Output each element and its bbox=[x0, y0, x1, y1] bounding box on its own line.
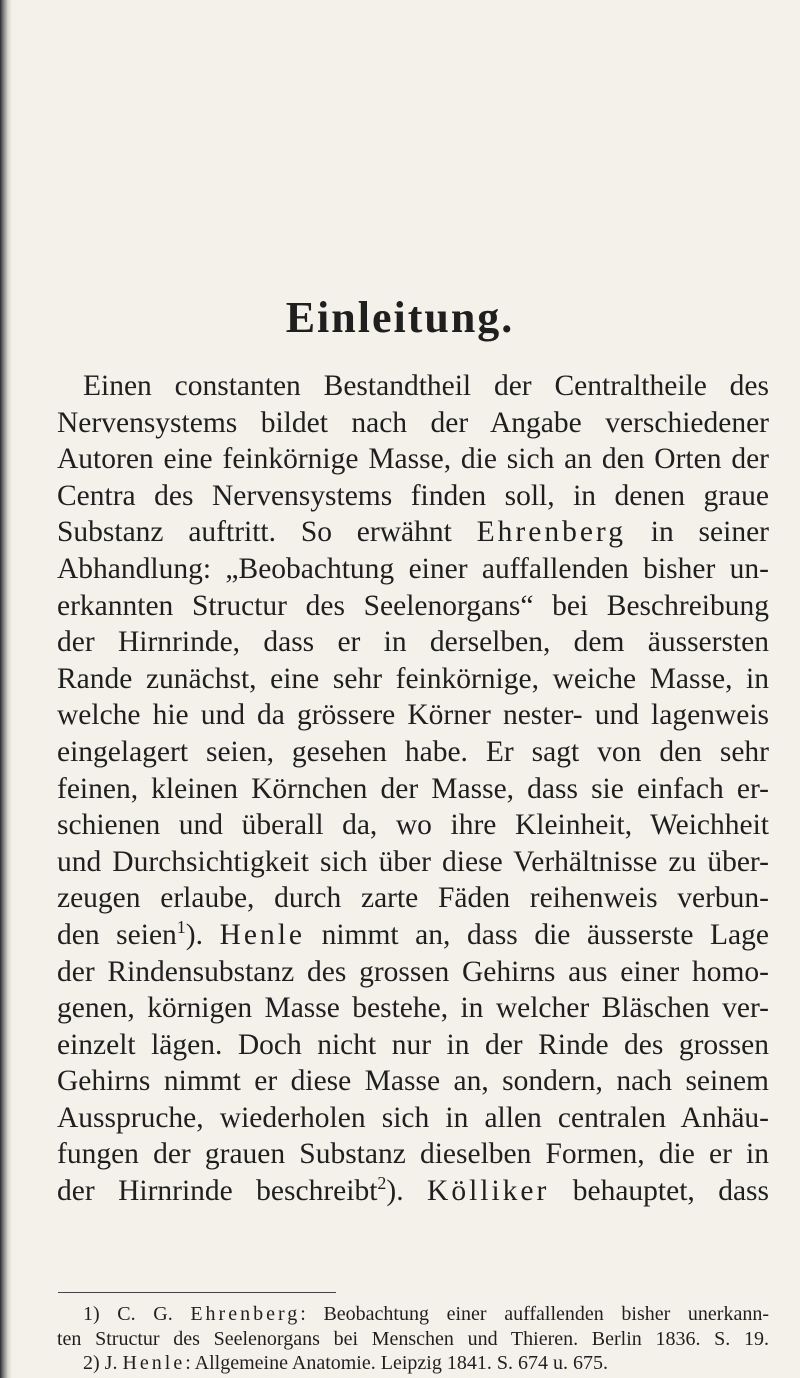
footnote-line: 1) C. G. Ehrenberg: Beobachtung einer auffallenden bisher unerkann- bbox=[83, 1303, 769, 1325]
footnote-line: 2) J. Henle: Allgemeine Anatomie. Leipzig 1841. S. 674 u. 675. bbox=[83, 1352, 608, 1374]
footnote-line: ten Structur des Seelenorgans bei Menschen und Thieren. Berlin 1836. S. 19. bbox=[57, 1327, 769, 1350]
text-line: genen, körnigen Masse bestehe, in welcher Bläschen ver- bbox=[57, 992, 769, 1025]
footnote-ref: 2 bbox=[377, 1173, 387, 1194]
text-line: Einen constanten Bestandtheil der Centraltheile des bbox=[83, 370, 769, 402]
text-line: Autoren eine feinkörnige Masse, die sich an den Orten der bbox=[57, 443, 769, 476]
author-name: Ehrenberg bbox=[190, 1303, 301, 1325]
text-line: Gehirns nimmt er diese Masse an, sondern, nach seinem bbox=[57, 1065, 769, 1098]
text-line: fungen der grauen Substanz dieselben Formen, die er in bbox=[57, 1138, 769, 1171]
text-line: Ausspruche, wiederholen sich in allen centralen Anhäu- bbox=[57, 1101, 769, 1134]
text-line: Substanz auftritt. So erwähnt Ehrenberg in seiner bbox=[57, 516, 769, 549]
text-line: der Hirnrinde beschreibt$^2$). Kölliker behauptet, dass bbox=[57, 1173, 769, 1208]
footnote-divider bbox=[58, 1292, 336, 1293]
text-line: einzelt lägen. Doch nicht nur in der Rinde des grossen bbox=[57, 1028, 769, 1061]
text-line: zeugen erlaube, durch zarte Fäden reihenweis verbun- bbox=[57, 882, 769, 915]
text-line: eingelagert seien, gesehen habe. Er sagt von den sehr bbox=[57, 735, 769, 768]
author-name: Henle bbox=[122, 1352, 186, 1374]
text-line: erkannten Structur des Seelenorgans“ bei Beschreibung bbox=[57, 589, 769, 622]
text-line: Nervensystems bildet nach der Angabe verschiedener bbox=[57, 406, 769, 439]
text-line: welche hie und da grössere Körner nester- und lagenweis bbox=[57, 699, 769, 732]
author-name: Ehrenberg bbox=[476, 516, 626, 549]
text-line: und Durchsichtigkeit sich über diese Verhältnisse zu über- bbox=[57, 845, 769, 878]
text-line: schienen und überall da, wo ihre Kleinheit, Weichheit bbox=[57, 809, 769, 842]
text-line: feinen, kleinen Körnchen der Masse, dass sie einfach er- bbox=[57, 772, 769, 805]
author-name: Kölliker bbox=[427, 1175, 550, 1208]
text-line: der Hirnrinde, dass er in derselben, dem äussersten bbox=[57, 626, 769, 659]
text-line: Abhandlung: „Beobachtung einer auffallenden bisher un- bbox=[57, 552, 769, 585]
author-name: Henle bbox=[219, 918, 305, 951]
text-line: der Rindensubstanz des grossen Gehirns aus einer homo- bbox=[57, 955, 769, 988]
binding-edge bbox=[0, 0, 12, 1378]
text-line: den seien$^1$). Henle nimmt an, dass die äusserste Lage bbox=[57, 917, 769, 951]
text-line: Centra des Nervensystems finden soll, in denen graue bbox=[57, 479, 769, 512]
body-paragraph bbox=[57, 368, 769, 1210]
chapter-heading: Einleitung. bbox=[285, 293, 515, 342]
footnote-ref: 1 bbox=[176, 917, 186, 938]
footnotes bbox=[57, 1302, 769, 1376]
text-line: Rande zunächst, eine sehr feinkörnige, weiche Masse, in bbox=[57, 662, 769, 695]
